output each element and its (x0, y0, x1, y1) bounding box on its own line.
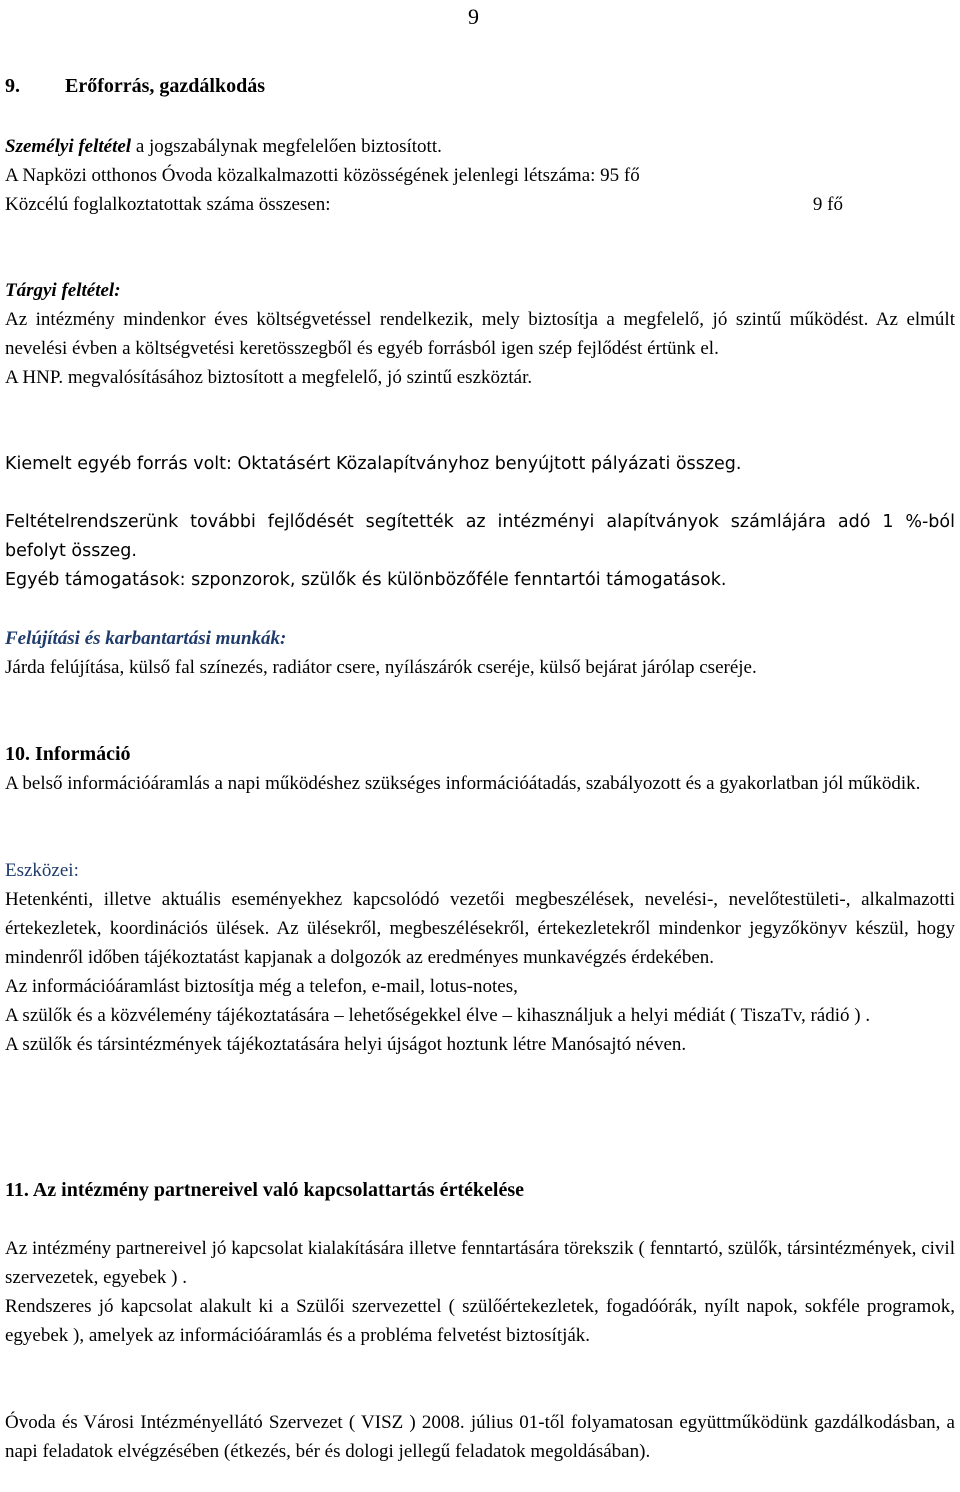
extra-source: Kiemelt egyéb forrás volt: Oktatásért Közalapítványhoz benyújtott pályázati összeg. (5, 454, 742, 474)
parents-media: A szülők és a közvélemény tájékoztatására – lehetőségekkel élve – kihasználjuk a helyi médiát ( TiszaTv, rádió ) . (5, 1005, 871, 1026)
information-intro: A belső információáramlás a napi működéshez szükséges információátadás, szabályozott és a gyakorlatban jól működik. (5, 773, 921, 794)
personal-conditions (5, 132, 955, 219)
section-11-number: 11. (5, 1179, 29, 1201)
personal-conditions-line (5, 132, 955, 161)
tools-label: Eszközei: (5, 860, 79, 881)
info-flow-line: Az információáramlást biztosítja még a telefon, e-mail, lotus-notes, (5, 976, 518, 997)
renovation-text: Járda felújítása, külső fal színezés, radiátor csere, nyílászárók cseréje, külső bejárat járólap cseréje. (5, 657, 757, 678)
material-conditions (5, 276, 955, 392)
section-10-heading (5, 740, 955, 769)
other-support: Egyéb támogatások: szponzorok, szülők és különbözőféle fenntartói támogatások. (5, 570, 727, 590)
public-work-label: Közcélú foglalkoztatottak száma összesen: (5, 194, 331, 215)
hnp-line: A HNP. megvalósításához biztosított a megfelelő, jó szintű eszköztár. (5, 367, 533, 388)
tools-text: Hetenkénti, illetve aktuális eseményekhez kapcsolódó vezetői megbeszélések, nevelési-, nevelőtestületi-, alkalmazotti értekezletek, koordinációs ülések. Az ülésekről, megbeszélésekről, értekezletekről mindenkor jegyzőkönyv készül, hogy mindenről időben tájékoztatást kapjanak a dolgozók az eredményes munkavégzés érdekében. (5, 889, 955, 968)
section-9-number: 9. (5, 75, 20, 97)
page-number: 9 (468, 4, 479, 29)
section-10 (5, 740, 955, 798)
section-11-title: Az intézmény partnereivel való kapcsolattartás értékelése (32, 1179, 524, 1201)
material-text: Az intézmény mindenkor éves költségvetéssel rendelkezik, mely biztosítja a megfelelő, jó szintű működést. Az elmúlt nevelési évben a költségvetési keretösszegből és egyéb forrásból igen szép fejlődést értünk el. (5, 309, 955, 359)
partners-p1: Az intézmény partnereivel jó kapcsolat kialakítására illetve fenntartására törekszik ( fenntartó, szülők, társintézmények, civil szervezetek, egyebek ) . (5, 1238, 955, 1288)
personal-rest: a jogszabálynak megfelelően biztosított. (131, 136, 442, 157)
section-9-heading (5, 72, 955, 101)
newspaper-line: A szülők és társintézmények tájékoztatására helyi újságot hoztunk létre Manósajtó néven. (5, 1034, 687, 1055)
section-9-title: Erőforrás, gazdálkodás (65, 75, 265, 97)
partners-p3: Óvoda és Városi Intézményellátó Szervezet ( VISZ ) 2008. július 01-től folyamatosan együttműködünk gazdálkodásban, a napi feladatok elvégzésében (étkezés, bér és dologi jellegű feladatok megoldásában). (5, 1412, 955, 1462)
section-10-title: Információ (35, 743, 131, 765)
tools-block (5, 856, 955, 1059)
public-work-row (5, 190, 955, 219)
renovation-label: Felújítási és karbantartási munkák: (5, 628, 287, 649)
conditions-text: Feltételrendszerünk további fejlődését segítették az intézményi alapítványok számlájára adó 1 %-ból befolyt összeg. (5, 512, 955, 561)
partners-block (5, 1234, 955, 1350)
staff-line: A Napközi otthonos Óvoda közalkalmazotti közösségének jelenlegi létszáma: 95 fő (5, 165, 640, 186)
public-work-value: 9 fő (812, 194, 843, 215)
partners-p2: Rendszeres jó kapcsolat alakult ki a Szülői szervezettel ( szülőértekezletek, fogadóórák, nyílt napok, sokféle programok, egyebek ), amelyek az információáramlás és a probléma felvetést biztosítják. (5, 1296, 955, 1346)
renovation-block (5, 624, 955, 682)
personal-label: Személyi feltétel (5, 136, 132, 157)
conditions-block (5, 508, 955, 595)
section-10-number: 10. (5, 743, 30, 765)
section-11-heading (5, 1176, 955, 1205)
material-label: Tárgyi feltétel: (5, 280, 121, 301)
